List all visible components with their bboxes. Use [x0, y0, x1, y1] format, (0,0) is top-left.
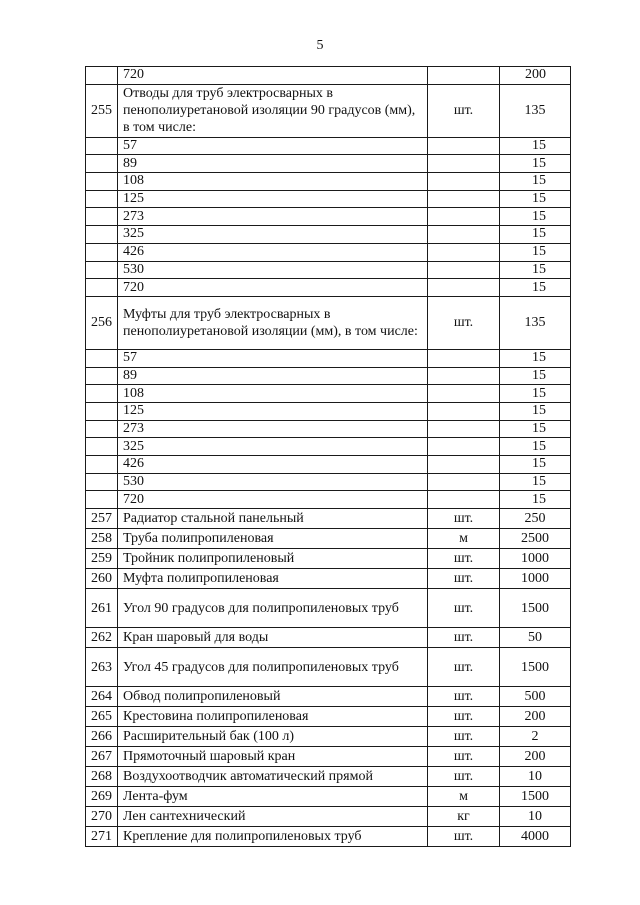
- item-unit: [428, 420, 500, 438]
- table-row: [86, 509, 571, 529]
- row-number: 267: [86, 747, 118, 767]
- item-unit: шт.: [428, 628, 500, 648]
- item-unit: м: [428, 529, 500, 549]
- item-quantity: 200: [500, 67, 571, 85]
- item-unit: [428, 226, 500, 244]
- table-row: [86, 438, 571, 456]
- item-name: Тройник полипропиленовый: [118, 549, 428, 569]
- row-number: 265: [86, 707, 118, 727]
- table-row: [86, 628, 571, 648]
- item-name: 89: [118, 367, 428, 385]
- table-row: [86, 473, 571, 491]
- item-name: 108: [118, 173, 428, 191]
- item-unit: [428, 456, 500, 474]
- item-unit: шт.: [428, 687, 500, 707]
- item-name: Труба полипропиленовая: [118, 529, 428, 549]
- item-unit: шт.: [428, 727, 500, 747]
- table-row: [86, 367, 571, 385]
- row-number: 271: [86, 827, 118, 847]
- item-quantity: 15: [500, 349, 571, 367]
- row-number: [86, 491, 118, 509]
- item-quantity: 15: [500, 279, 571, 297]
- item-unit: [428, 243, 500, 261]
- row-number: [86, 261, 118, 279]
- row-number: 257: [86, 509, 118, 529]
- item-name: Кран шаровый для воды: [118, 628, 428, 648]
- item-name: 125: [118, 402, 428, 420]
- table-row: [86, 296, 571, 349]
- row-number: [86, 226, 118, 244]
- table-row: [86, 155, 571, 173]
- item-unit: [428, 491, 500, 509]
- row-number: [86, 473, 118, 491]
- item-quantity: 15: [500, 137, 571, 155]
- item-name: 57: [118, 349, 428, 367]
- item-name: 720: [118, 491, 428, 509]
- table-row: [86, 402, 571, 420]
- table-row: [86, 208, 571, 226]
- item-quantity: 15: [500, 261, 571, 279]
- table-row: [86, 549, 571, 569]
- row-number: [86, 438, 118, 456]
- item-unit: шт.: [428, 549, 500, 569]
- item-quantity: 135: [500, 296, 571, 349]
- item-name: Крепление для полипропиленовых труб: [118, 827, 428, 847]
- item-name: 325: [118, 226, 428, 244]
- item-name: 273: [118, 208, 428, 226]
- item-unit: [428, 67, 500, 85]
- item-name: 325: [118, 438, 428, 456]
- item-quantity: 10: [500, 767, 571, 787]
- item-unit: шт.: [428, 296, 500, 349]
- item-unit: [428, 137, 500, 155]
- item-name: Угол 45 градусов для полипропиленовых труб: [118, 648, 428, 687]
- item-unit: [428, 473, 500, 491]
- item-name: Угол 90 градусов для полипропиленовых труб: [118, 589, 428, 628]
- row-number: 255: [86, 84, 118, 137]
- row-number: 259: [86, 549, 118, 569]
- item-name: 530: [118, 473, 428, 491]
- table-row: [86, 456, 571, 474]
- row-number: 269: [86, 787, 118, 807]
- item-unit: шт.: [428, 827, 500, 847]
- item-unit: [428, 402, 500, 420]
- item-unit: [428, 367, 500, 385]
- row-number: 268: [86, 767, 118, 787]
- item-name: Расширительный бак (100 л): [118, 727, 428, 747]
- item-quantity: 2500: [500, 529, 571, 549]
- item-quantity: 1500: [500, 787, 571, 807]
- row-number: 258: [86, 529, 118, 549]
- row-number: [86, 349, 118, 367]
- item-quantity: 1000: [500, 569, 571, 589]
- table-row: [86, 243, 571, 261]
- table-row: [86, 787, 571, 807]
- item-quantity: 15: [500, 367, 571, 385]
- row-number: 260: [86, 569, 118, 589]
- item-unit: [428, 155, 500, 173]
- item-name: 720: [118, 67, 428, 85]
- row-number: [86, 67, 118, 85]
- item-quantity: 15: [500, 420, 571, 438]
- item-quantity: 2: [500, 727, 571, 747]
- item-quantity: 200: [500, 747, 571, 767]
- item-unit: кг: [428, 807, 500, 827]
- item-quantity: 15: [500, 456, 571, 474]
- item-name: 108: [118, 385, 428, 403]
- row-number: [86, 279, 118, 297]
- item-quantity: 50: [500, 628, 571, 648]
- item-quantity: 10: [500, 807, 571, 827]
- item-unit: [428, 261, 500, 279]
- item-name: Прямоточный шаровый кран: [118, 747, 428, 767]
- table-row: [86, 707, 571, 727]
- table-row: [86, 420, 571, 438]
- table-row: [86, 226, 571, 244]
- table-row: [86, 807, 571, 827]
- item-name: Крестовина полипропиленовая: [118, 707, 428, 727]
- table-row: [86, 491, 571, 509]
- item-unit: [428, 385, 500, 403]
- item-quantity: 15: [500, 155, 571, 173]
- table-row: [86, 727, 571, 747]
- item-quantity: 500: [500, 687, 571, 707]
- row-number: [86, 208, 118, 226]
- row-number: [86, 137, 118, 155]
- item-quantity: 15: [500, 208, 571, 226]
- table-row: [86, 279, 571, 297]
- item-quantity: 200: [500, 707, 571, 727]
- item-quantity: 15: [500, 190, 571, 208]
- item-unit: м: [428, 787, 500, 807]
- table-row: [86, 67, 571, 85]
- item-quantity: 15: [500, 226, 571, 244]
- item-quantity: 1500: [500, 589, 571, 628]
- item-unit: [428, 208, 500, 226]
- item-unit: [428, 438, 500, 456]
- item-quantity: 15: [500, 491, 571, 509]
- item-quantity: 15: [500, 385, 571, 403]
- row-number: [86, 155, 118, 173]
- item-unit: [428, 279, 500, 297]
- row-number: 270: [86, 807, 118, 827]
- item-quantity: 15: [500, 438, 571, 456]
- item-unit: шт.: [428, 569, 500, 589]
- item-unit: шт.: [428, 767, 500, 787]
- item-unit: [428, 349, 500, 367]
- row-number: [86, 456, 118, 474]
- table-row: [86, 687, 571, 707]
- item-name: 89: [118, 155, 428, 173]
- item-quantity: 4000: [500, 827, 571, 847]
- table-row: [86, 589, 571, 628]
- item-quantity: 15: [500, 243, 571, 261]
- item-quantity: 15: [500, 173, 571, 191]
- item-name: 57: [118, 137, 428, 155]
- item-name: Обвод полипропиленовый: [118, 687, 428, 707]
- item-name: Отводы для труб электросварных в пенополиуретановой изоляции 90 градусов (мм), в том числе:: [118, 84, 428, 137]
- item-unit: шт.: [428, 84, 500, 137]
- item-name: Радиатор стальной панельный: [118, 509, 428, 529]
- table-row: [86, 385, 571, 403]
- table-row: [86, 529, 571, 549]
- table-row: [86, 349, 571, 367]
- row-number: [86, 243, 118, 261]
- item-quantity: 135: [500, 84, 571, 137]
- item-quantity: 1500: [500, 648, 571, 687]
- item-name: Муфта полипропиленовая: [118, 569, 428, 589]
- row-number: 262: [86, 628, 118, 648]
- item-name: 125: [118, 190, 428, 208]
- item-quantity: 1000: [500, 549, 571, 569]
- item-quantity: 250: [500, 509, 571, 529]
- item-name: Лен сантехнический: [118, 807, 428, 827]
- row-number: 266: [86, 727, 118, 747]
- item-name: 530: [118, 261, 428, 279]
- item-unit: шт.: [428, 509, 500, 529]
- row-number: [86, 190, 118, 208]
- page-number: 5: [316, 38, 324, 53]
- row-number: [86, 402, 118, 420]
- item-name: Муфты для труб электросварных в пенополиуретановой изоляции (мм), в том числе:: [118, 296, 428, 349]
- table-row: [86, 569, 571, 589]
- item-quantity: 15: [500, 402, 571, 420]
- row-number: 264: [86, 687, 118, 707]
- table-row: [86, 827, 571, 847]
- item-name: 426: [118, 456, 428, 474]
- item-name: 720: [118, 279, 428, 297]
- table-row: [86, 190, 571, 208]
- row-number: [86, 367, 118, 385]
- goods-table-body: [86, 67, 571, 847]
- row-number: [86, 420, 118, 438]
- item-name: Лента-фум: [118, 787, 428, 807]
- row-number: [86, 173, 118, 191]
- table-row: [86, 137, 571, 155]
- table-row: [86, 173, 571, 191]
- row-number: 263: [86, 648, 118, 687]
- item-unit: шт.: [428, 707, 500, 727]
- item-unit: шт.: [428, 648, 500, 687]
- table-row: [86, 261, 571, 279]
- row-number: [86, 385, 118, 403]
- item-unit: шт.: [428, 589, 500, 628]
- item-name: 273: [118, 420, 428, 438]
- item-unit: шт.: [428, 747, 500, 767]
- item-name: 426: [118, 243, 428, 261]
- table-row: [86, 767, 571, 787]
- item-quantity: 15: [500, 473, 571, 491]
- item-name: Воздухоотводчик автоматический прямой: [118, 767, 428, 787]
- row-number: 261: [86, 589, 118, 628]
- item-unit: [428, 173, 500, 191]
- table-row: [86, 84, 571, 137]
- table-row: [86, 648, 571, 687]
- row-number: 256: [86, 296, 118, 349]
- item-unit: [428, 190, 500, 208]
- goods-table: [85, 66, 571, 847]
- table-row: [86, 747, 571, 767]
